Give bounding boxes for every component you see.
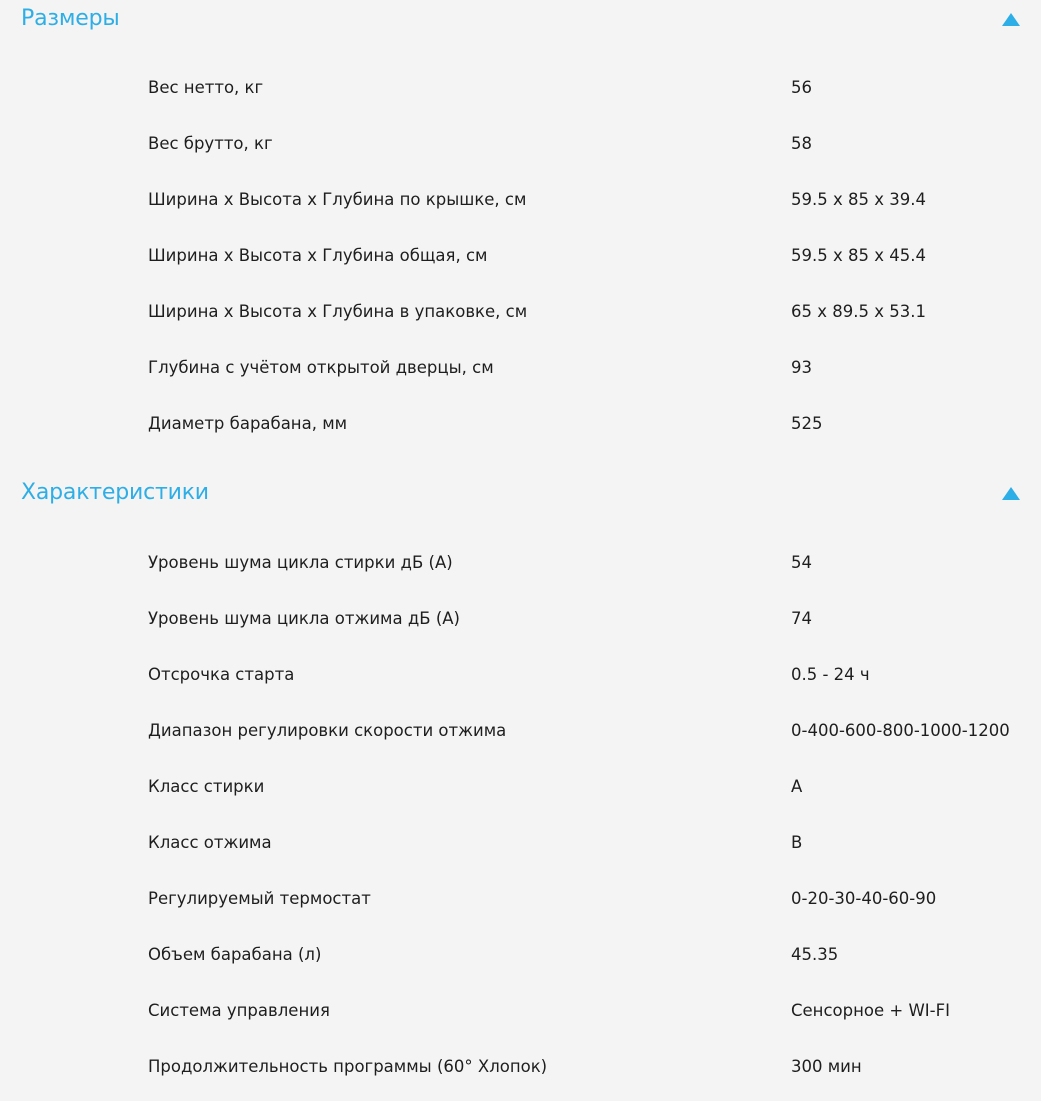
spec-row (0, 122, 1041, 178)
spec-value: 59.5 x 85 x 45.4 (791, 246, 926, 265)
section-dimensions (0, 0, 1041, 432)
spec-row (0, 346, 1041, 402)
spec-label: Диапазон регулировки скорости отжима (148, 721, 507, 740)
spec-label: Уровень шума цикла отжима дБ (А) (148, 609, 460, 628)
spec-label: Отсрочка старта (148, 665, 295, 684)
section-features (0, 474, 1041, 1074)
spec-row (0, 541, 1041, 597)
spec-value: B (791, 833, 803, 852)
spec-value: Сенсорное + WI-FI (791, 1001, 950, 1020)
spec-row (0, 653, 1041, 709)
spec-label: Глубина с учётом открытой дверцы, см (148, 358, 494, 377)
spec-label: Диаметр барабана, мм (148, 414, 348, 433)
spec-row (0, 765, 1041, 821)
spec-label: Продолжительность программы (60° Хлопок) (148, 1057, 548, 1076)
spec-label: Ширина x Высота x Глубина общая, см (148, 246, 488, 265)
spec-row (0, 821, 1041, 877)
spec-value: 56 (791, 78, 812, 97)
section-header-features[interactable] (0, 474, 1041, 514)
spec-label: Объем барабана (л) (148, 945, 322, 964)
spec-value: 525 (791, 414, 823, 433)
spec-value: 58 (791, 134, 812, 153)
spec-value: 74 (791, 609, 812, 628)
spec-row (0, 597, 1041, 653)
spec-row (0, 178, 1041, 234)
triangle-up-icon[interactable] (1002, 13, 1020, 26)
spec-value: 54 (791, 553, 812, 572)
spec-value: 300 мин (791, 1057, 862, 1076)
spec-row (0, 1045, 1041, 1101)
spec-row (0, 402, 1041, 458)
triangle-up-icon[interactable] (1002, 487, 1020, 500)
spec-label: Ширина x Высота x Глубина по крышке, см (148, 190, 527, 209)
spec-label: Ширина x Высота x Глубина в упаковке, см (148, 302, 528, 321)
spec-label: Вес брутто, кг (148, 134, 273, 153)
spec-row (0, 234, 1041, 290)
section-title: Характеристики (21, 480, 209, 505)
spec-label: Регулируемый термостат (148, 889, 371, 908)
spec-value: 59.5 x 85 x 39.4 (791, 190, 926, 209)
spec-row (0, 290, 1041, 346)
spec-list (0, 66, 1041, 458)
spec-label: Вес нетто, кг (148, 78, 264, 97)
spec-value: 45.35 (791, 945, 839, 964)
spec-row (0, 66, 1041, 122)
section-header-dimensions[interactable] (0, 0, 1041, 40)
spec-label: Уровень шума цикла стирки дБ (А) (148, 553, 453, 572)
spec-label: Система управления (148, 1001, 330, 1020)
spec-row (0, 933, 1041, 989)
spec-label: Класс отжима (148, 833, 272, 852)
spec-row (0, 989, 1041, 1045)
spec-value: 0-400-600-800-1000-1200 (791, 721, 1010, 740)
spec-value: A (791, 777, 803, 796)
spec-value: 65 x 89.5 x 53.1 (791, 302, 926, 321)
spec-row (0, 709, 1041, 765)
spec-row (0, 877, 1041, 933)
spec-value: 0-20-30-40-60-90 (791, 889, 937, 908)
spec-value: 93 (791, 358, 812, 377)
spec-list (0, 541, 1041, 1101)
spec-label: Класс стирки (148, 777, 265, 796)
section-title: Размеры (21, 6, 120, 31)
spec-value: 0.5 - 24 ч (791, 665, 870, 684)
